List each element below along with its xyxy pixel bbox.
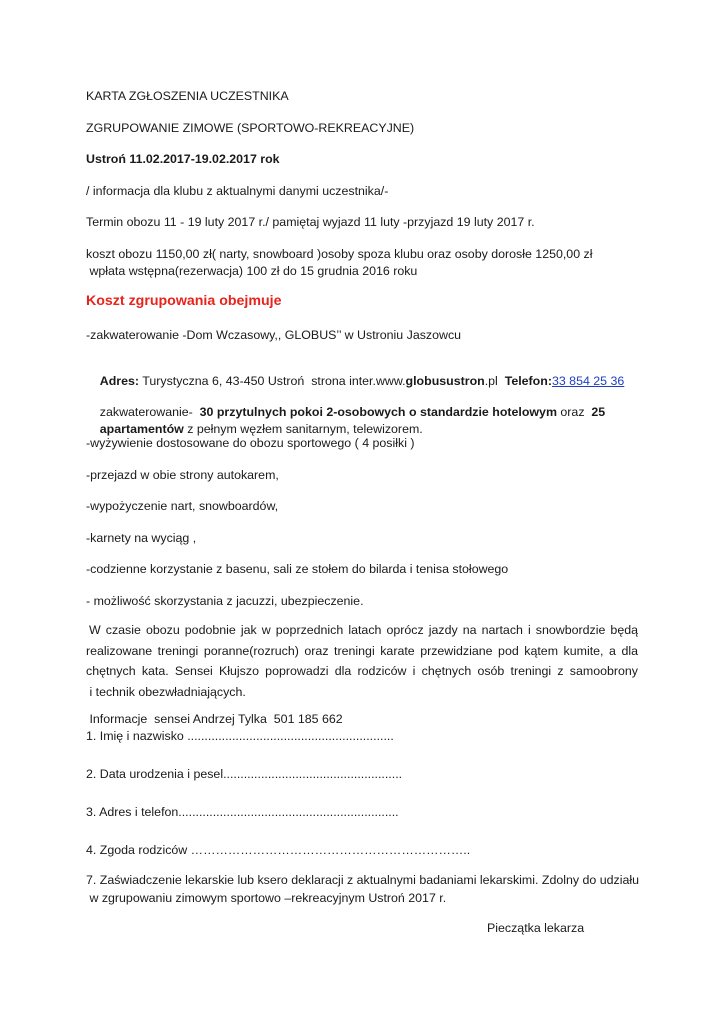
list-item: -przejazd w obie strony autokarem, xyxy=(86,468,279,482)
form-field-name[interactable]: 1. Imię i nazwisko ............................................................ xyxy=(86,729,394,743)
cost-line-1: koszt obozu 1150,00 zł( narty, snowboard )osoby spoza klubu oraz osoby dorosłe 1250,00 zł xyxy=(86,247,593,261)
website-domain: globusustron xyxy=(405,374,485,388)
list-item: -codzienne korzystanie z basenu, sali ze stołem do bilarda i tenisa stołowego xyxy=(86,562,509,576)
list-item: -karnety na wyciąg , xyxy=(86,531,197,545)
form-field-birth-pesel[interactable]: 2. Data urodzenia i pesel.................................................... xyxy=(86,767,403,781)
phone-link[interactable]: 33 854 25 36 xyxy=(551,374,625,388)
camp-term: Termin obozu 11 - 19 luty 2017 r./ pamiętaj wyjazd 11 luty -przyjazd 19 luty 2017 r. xyxy=(86,215,535,229)
address-text: Turystyczna 6, 43-450 Ustroń strona inter.www. xyxy=(139,374,406,388)
cost-line-2: wpłata wstępna(rezerwacja) 100 zł do 15 grudnia 2016 roku xyxy=(86,264,418,278)
list-item: -wyżywienie dostosowane do obozu sportowego ( 4 posiłki ) xyxy=(86,436,415,450)
camp-place-dates: Ustroń 11.02.2017-19.02.2017 rok xyxy=(86,152,280,166)
apartments-word: apartamentów xyxy=(99,422,184,436)
phone-label: Telefon: xyxy=(504,374,552,388)
form-title: KARTA ZGŁOSZENIA UCZESTNIKA xyxy=(86,89,289,103)
form-field-parent-consent[interactable]: 4. Zgoda rodziców ………………………………………………………….. xyxy=(86,843,471,857)
training-paragraph xyxy=(86,620,638,702)
rooms-count: 30 przytulnych pokoi 2-osobowych o standardzie hotelowym xyxy=(199,405,557,419)
rooms-suffix: z pełnym węzłem sanitarnym, telewizorem. xyxy=(183,422,423,436)
form-field-address-phone[interactable]: 3. Adres i telefon................................................................ xyxy=(86,805,399,819)
apartments-count: 25 xyxy=(591,405,606,419)
rooms-mid: oraz xyxy=(556,405,592,419)
rooms-prefix: zakwaterowanie- xyxy=(99,405,200,419)
paragraph-line: W czasie obozu podobnie jak w poprzednich latach oprócz jazdy na nartach i snowbordzie będą xyxy=(89,623,638,637)
paragraph-line: realizowane treningi poranne(rozruch) oraz treningi karate przewidziane pod kątem kumite, a dla xyxy=(86,643,638,658)
accommodation-line: -zakwaterowanie -Dom Wczasowy,, GLOBUS’’ w Ustroniu Jaszowcu xyxy=(86,328,462,342)
contact-info: Informacje sensei Andrzej Tylka 501 185 662 xyxy=(86,712,343,726)
info-note: / informacja dla klubu z aktualnymi danymi uczestnika/- xyxy=(86,184,389,198)
medical-line-2: w zgrupowaniu zimowym sportowo –rekreacyjnym Ustroń 2017 r. xyxy=(86,891,447,905)
list-item: - możliwość skorzystania z jacuzzi, ubezpieczenie. xyxy=(86,594,364,608)
camp-subtitle: ZGRUPOWANIE ZIMOWE (SPORTOWO-REKREACYJNE) xyxy=(86,121,415,135)
paragraph-line: chętnych kata. Sensei Kłujszo poprowadzi dla rodziców i chętnych osób treningi z samoobrony xyxy=(86,664,638,678)
cost-heading: Koszt zgrupowania obejmuje xyxy=(86,293,282,309)
doctor-stamp-label: Pieczątka lekarza xyxy=(487,921,585,935)
address-label: Adres: xyxy=(99,374,140,388)
list-item: -wypożyczenie nart, snowboardów, xyxy=(86,499,279,513)
paragraph-line: i technik obezwładniających. xyxy=(86,684,246,699)
website-tld: .pl xyxy=(484,374,505,388)
medical-line-1: 7. Zaświadczenie lekarskie lub ksero deklaracji z aktualnymi badaniami lekarskimi. Zdolny do udziału xyxy=(86,873,640,887)
